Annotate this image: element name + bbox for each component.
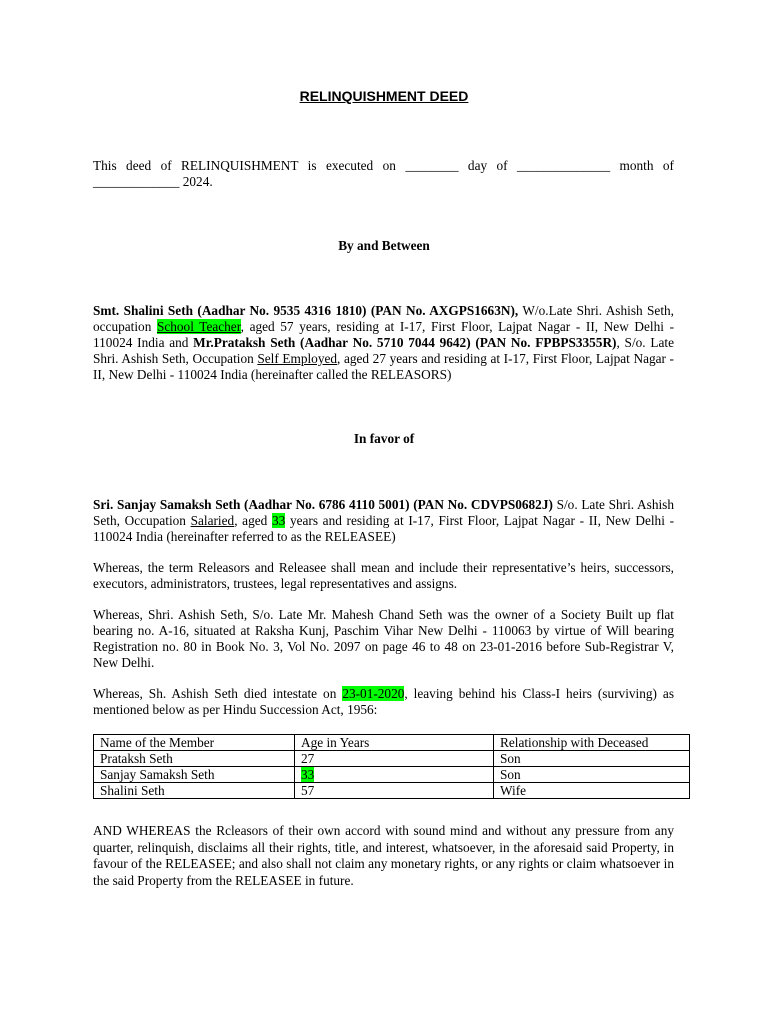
highlighted-age: 33 [301, 767, 315, 782]
releasor-2-identity: Mr.Prataksh Seth (Aadhar No. 5710 7044 9642) (PAN No. FPBPS3355R) [193, 335, 617, 350]
releasee-details: years and residing at I-17, First Floor, Lajpat Nagar - II, New Delhi - 110024 India (hereinafter referred to as the RELEASEE) [93, 513, 675, 544]
releasor-2-details: , aged 27 years and residing at I-17, First Floor, Lajpat Nagar - II, New Delhi - 110024 India (hereinafter called the RELEASORS) [93, 351, 674, 382]
releasee-identity: Sri. Sanjay Samaksh Seth (Aadhar No. 6786 4110 5001) (PAN No. CDVPS0682J) [93, 497, 553, 512]
document-title: RELINQUISHMENT DEED [299, 88, 469, 104]
whereas-death-paragraph [93, 686, 674, 718]
table-header-row [94, 735, 690, 751]
heirs-table [93, 734, 690, 799]
releasors-paragraph [93, 303, 674, 383]
releasor-1-relation: W/o.Late Shri. Ashish Seth, occupation [93, 303, 674, 334]
table-header-relationship: Relationship with Deceased [494, 735, 690, 751]
table-cell-age [295, 767, 494, 783]
releasee-aged-prefix: , aged [234, 513, 272, 528]
date-of-death: 23-01-2020 [342, 686, 405, 701]
releasee-age: 33 [271, 513, 286, 528]
releasor-1-identity: Smt. Shalini Seth (Aadhar No. 9535 4316 1810) (PAN No. AXGPS1663N), [93, 303, 519, 318]
in-favor-of-heading: In favor of [353, 431, 415, 446]
releasee-relation: S/o. Late Shri. Ashish Seth, Occupation [93, 497, 674, 528]
and-whereas-paragraph: AND WHEREAS the Rcleasors of their own accord with sound mind and without any pressure from any quarter, relinquish, disclaims all their rights, title, and interest, whatsoever, in the aforesaid said Property, in favour of the RELEASEE; and also shall not claim any monetary rights, or any rights or claim whatsoever in the said Property from the RELEASEE in future. [93, 823, 674, 888]
table-cell-relationship: Son [494, 767, 690, 783]
by-and-between-heading: By and Between [338, 238, 430, 253]
table-cell-age: 27 [295, 751, 494, 767]
table-cell-name: Prataksh Seth [94, 751, 295, 767]
table-cell-name: Shalini Seth [94, 783, 295, 799]
table-row [94, 751, 690, 767]
table-cell-age: 57 [295, 783, 494, 799]
whereas-definitions-paragraph: Whereas, the term Releasors and Releasee shall mean and include their representative’s heirs, successors, executors, administrators, trustees, legal representatives and assigns. [93, 560, 674, 591]
table-row [94, 767, 690, 783]
releasee-paragraph [93, 497, 674, 545]
whereas-ownership-paragraph: Whereas, Shri. Ashish Seth, S/o. Late Mr. Mahesh Chand Seth was the owner of a Society Built up flat bearing no. A-16, situated at Raksha Kunj, Paschim Vihar New Delhi - 110063 by virtue of Will bearing Registration no. 80 in Book No. 3, Vol No. 2097 on page 46 to 48 on 23-01-2016 before Sub-Registrar V, New Delhi. [93, 607, 674, 670]
releasor-1-details: , aged 57 years, residing at I-17, First Floor, Lajpat Nagar - II, New Delhi - 110024 India and [93, 319, 674, 350]
whereas-death-suffix: , leaving behind his Class-I heirs (surviving) as mentioned below as per Hindu Succession Act, 1956: [93, 686, 675, 717]
releasor-2-occupation: Self Employed [257, 351, 338, 366]
table-cell-relationship: Wife [494, 783, 690, 799]
releasor-2-relation: , S/o. Late Shri. Ashish Seth, Occupation [93, 335, 674, 366]
whereas-death-prefix: Whereas, Sh. Ashish Seth died intestate on [93, 686, 343, 701]
releasee-occupation: Salaried [190, 513, 235, 528]
table-header-name: Name of the Member [94, 735, 295, 751]
table-row [94, 783, 690, 799]
releasor-1-occupation: School Teacher [156, 319, 241, 334]
table-cell-relationship: Son [494, 751, 690, 767]
table-cell-name: Sanjay Samaksh Seth [94, 767, 295, 783]
intro-paragraph: This deed of RELINQUISHMENT is executed on ________ day of ______________ month of _____________ 2024. [93, 158, 674, 189]
table-header-age: Age in Years [295, 735, 494, 751]
